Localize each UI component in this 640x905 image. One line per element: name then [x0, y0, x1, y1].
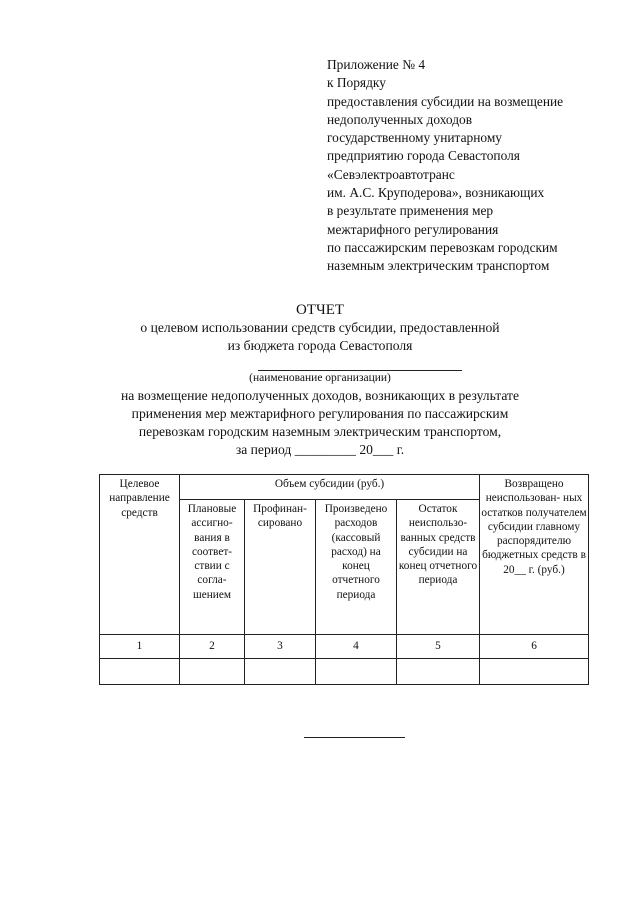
- header-subsidy-volume: Объем субсидии (руб.): [180, 475, 480, 500]
- annex-line: им. А.С. Круподерова», возникающих: [327, 185, 545, 201]
- annex-line: по пассажирским перевозкам городским: [327, 239, 558, 255]
- table-number-row: [100, 635, 589, 659]
- annex-line: предприятию города Севастополя: [327, 148, 520, 164]
- column-number: 4: [316, 635, 397, 659]
- subsidy-report-table: [99, 474, 589, 685]
- report-period: за период _________ 20___ г.: [235, 442, 405, 457]
- annex-line: Приложение № 4: [327, 57, 426, 72]
- annex-line: «Севэлектроавтотранс: [327, 166, 455, 182]
- table-cell: [180, 659, 245, 685]
- column-number: 6: [480, 635, 589, 659]
- annex-line: к Порядку: [327, 75, 386, 91]
- report-subtitle: о целевом использовании средств субсидии, предоставленной: [140, 320, 500, 335]
- annex-line: предоставления субсидии на возмещение: [327, 93, 564, 109]
- table-cell: [316, 659, 397, 685]
- closing-rule: [304, 737, 405, 738]
- report-purpose: применения мер межтарифного регулирования по пассажирским: [131, 406, 509, 421]
- annex-line: недополученных доходов: [327, 111, 473, 127]
- organization-caption: (наименование организации): [249, 372, 391, 384]
- annex-line: в результате применения мер: [327, 203, 494, 219]
- column-number: 2: [180, 635, 245, 659]
- header-financed: Профинан- сировано: [245, 500, 316, 635]
- header-target-direction: Целевое направление средств: [100, 475, 180, 635]
- annex-line: государственному унитарному: [327, 130, 502, 146]
- report-title: ОТЧЕТ: [295, 302, 345, 318]
- table-cell: [100, 659, 180, 685]
- header-planned-allocations: Плановые ассигно- вания в соответ- ствии с согла- шением: [180, 500, 245, 635]
- table-header-row: [100, 475, 589, 500]
- column-number: 1: [100, 635, 180, 659]
- organization-name-line: [258, 370, 462, 371]
- annex-line: наземным электрическим транспортом: [327, 258, 550, 274]
- table-cell: [397, 659, 480, 685]
- column-number: 5: [397, 635, 480, 659]
- header-unused-balance: Остаток неиспользо- ванных средств субсидии на конец отчетного периода: [397, 500, 480, 635]
- column-number: 3: [245, 635, 316, 659]
- report-purpose: перевозкам городским наземным электрическим транспортом,: [138, 424, 502, 439]
- report-purpose: на возмещение недополученных доходов, возникающих в результате: [120, 388, 520, 403]
- header-expenses: Произведено расходов (кассовый расход) на конец отчетного периода: [316, 500, 397, 635]
- table-row: [100, 659, 589, 685]
- table-cell: [480, 659, 589, 685]
- annex-heading: [327, 56, 627, 276]
- report-subtitle: из бюджета города Севастополя: [227, 338, 413, 353]
- annex-line: межтарифного регулирования: [327, 221, 499, 237]
- table-cell: [245, 659, 316, 685]
- header-returned-balance: Возвращено неиспользован- ных остатков получателем субсидии главному распорядителю бюджетных средств в 20__ г. (руб.): [480, 475, 589, 635]
